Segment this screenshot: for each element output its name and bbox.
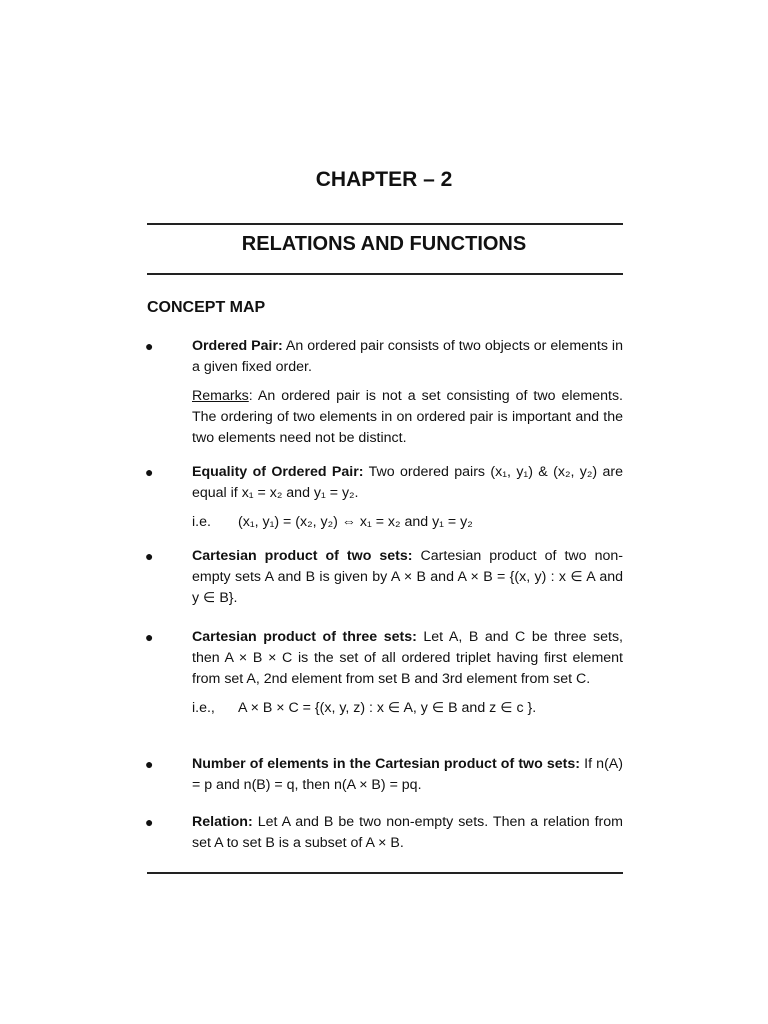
concept-item-number-of-elements	[145, 754, 623, 796]
ie-expression: A × B × C = {(x, y, z) : x ∈ A, y ∈ B and z ∈ c }.	[238, 700, 537, 716]
concept-item-cartesian-product-three-sets	[145, 627, 623, 719]
bullet-icon: ●	[145, 548, 154, 564]
bullet-icon: ●	[145, 338, 154, 354]
bullet-icon: ●	[145, 464, 154, 480]
concept-text: Let A, B and C be three sets, then A × B × C is the set of all ordered triplet having first element from set A, 2nd element from set B and 3rd element from set C.	[192, 629, 623, 687]
ie-label: i.e.	[192, 514, 211, 530]
chapter-heading: CHAPTER – 2	[315, 168, 453, 191]
remark-text: : An ordered pair is not a set consisting of two elements. The ordering of two elements in on ordered pair is important and the two elements need not be distinct.	[192, 388, 623, 446]
remark-label: Remarks	[192, 388, 249, 404]
ie-expression: (x₁, y₁) = (x₂, y₂) ⇔ x₁ = x₂ and y₁ = y₂	[238, 514, 473, 530]
concept-item-relation	[145, 812, 623, 854]
concept-term: Equality of Ordered Pair:	[192, 464, 364, 480]
concept-term: Number of elements in the Cartesian product of two sets:	[192, 756, 581, 772]
concept-text: Cartesian product of two non-empty sets A and B is given by A × B and A × B = {(x, y) : x ∈ A and y ∈ B}.	[192, 548, 623, 606]
concept-text: If n(A) = p and n(B) = q, then n(A × B) = pq.	[192, 756, 623, 793]
ie-label: i.e.,	[192, 700, 215, 716]
concept-term: Cartesian product of two sets:	[192, 548, 413, 564]
concept-item-cartesian-product-two-sets	[145, 546, 623, 609]
page-title: RELATIONS AND FUNCTIONS	[241, 233, 527, 255]
divider	[147, 223, 623, 225]
concept-text: An ordered pair consists of two objects or elements in a given fixed order.	[192, 338, 623, 375]
section-heading: CONCEPT MAP	[147, 299, 266, 316]
bullet-icon: ●	[145, 629, 154, 645]
bullet-icon: ●	[145, 814, 154, 830]
concept-text: Two ordered pairs (x₁, y₁) & (x₂, y₂) are equal if x₁ = x₂ and y₁ = y₂.	[192, 464, 623, 501]
concept-item-ordered-pair	[145, 336, 623, 449]
divider	[147, 273, 623, 275]
divider	[147, 872, 623, 874]
concept-item-equality-of-ordered-pair	[145, 462, 623, 533]
concept-term: Ordered Pair:	[192, 338, 283, 354]
concept-term: Cartesian product of three sets:	[192, 629, 417, 645]
concept-text: Let A and B be two non-empty sets. Then a relation from set A to set B is a subset of A × B.	[192, 814, 623, 851]
bullet-icon: ●	[145, 756, 154, 772]
concept-term: Relation:	[192, 814, 253, 830]
